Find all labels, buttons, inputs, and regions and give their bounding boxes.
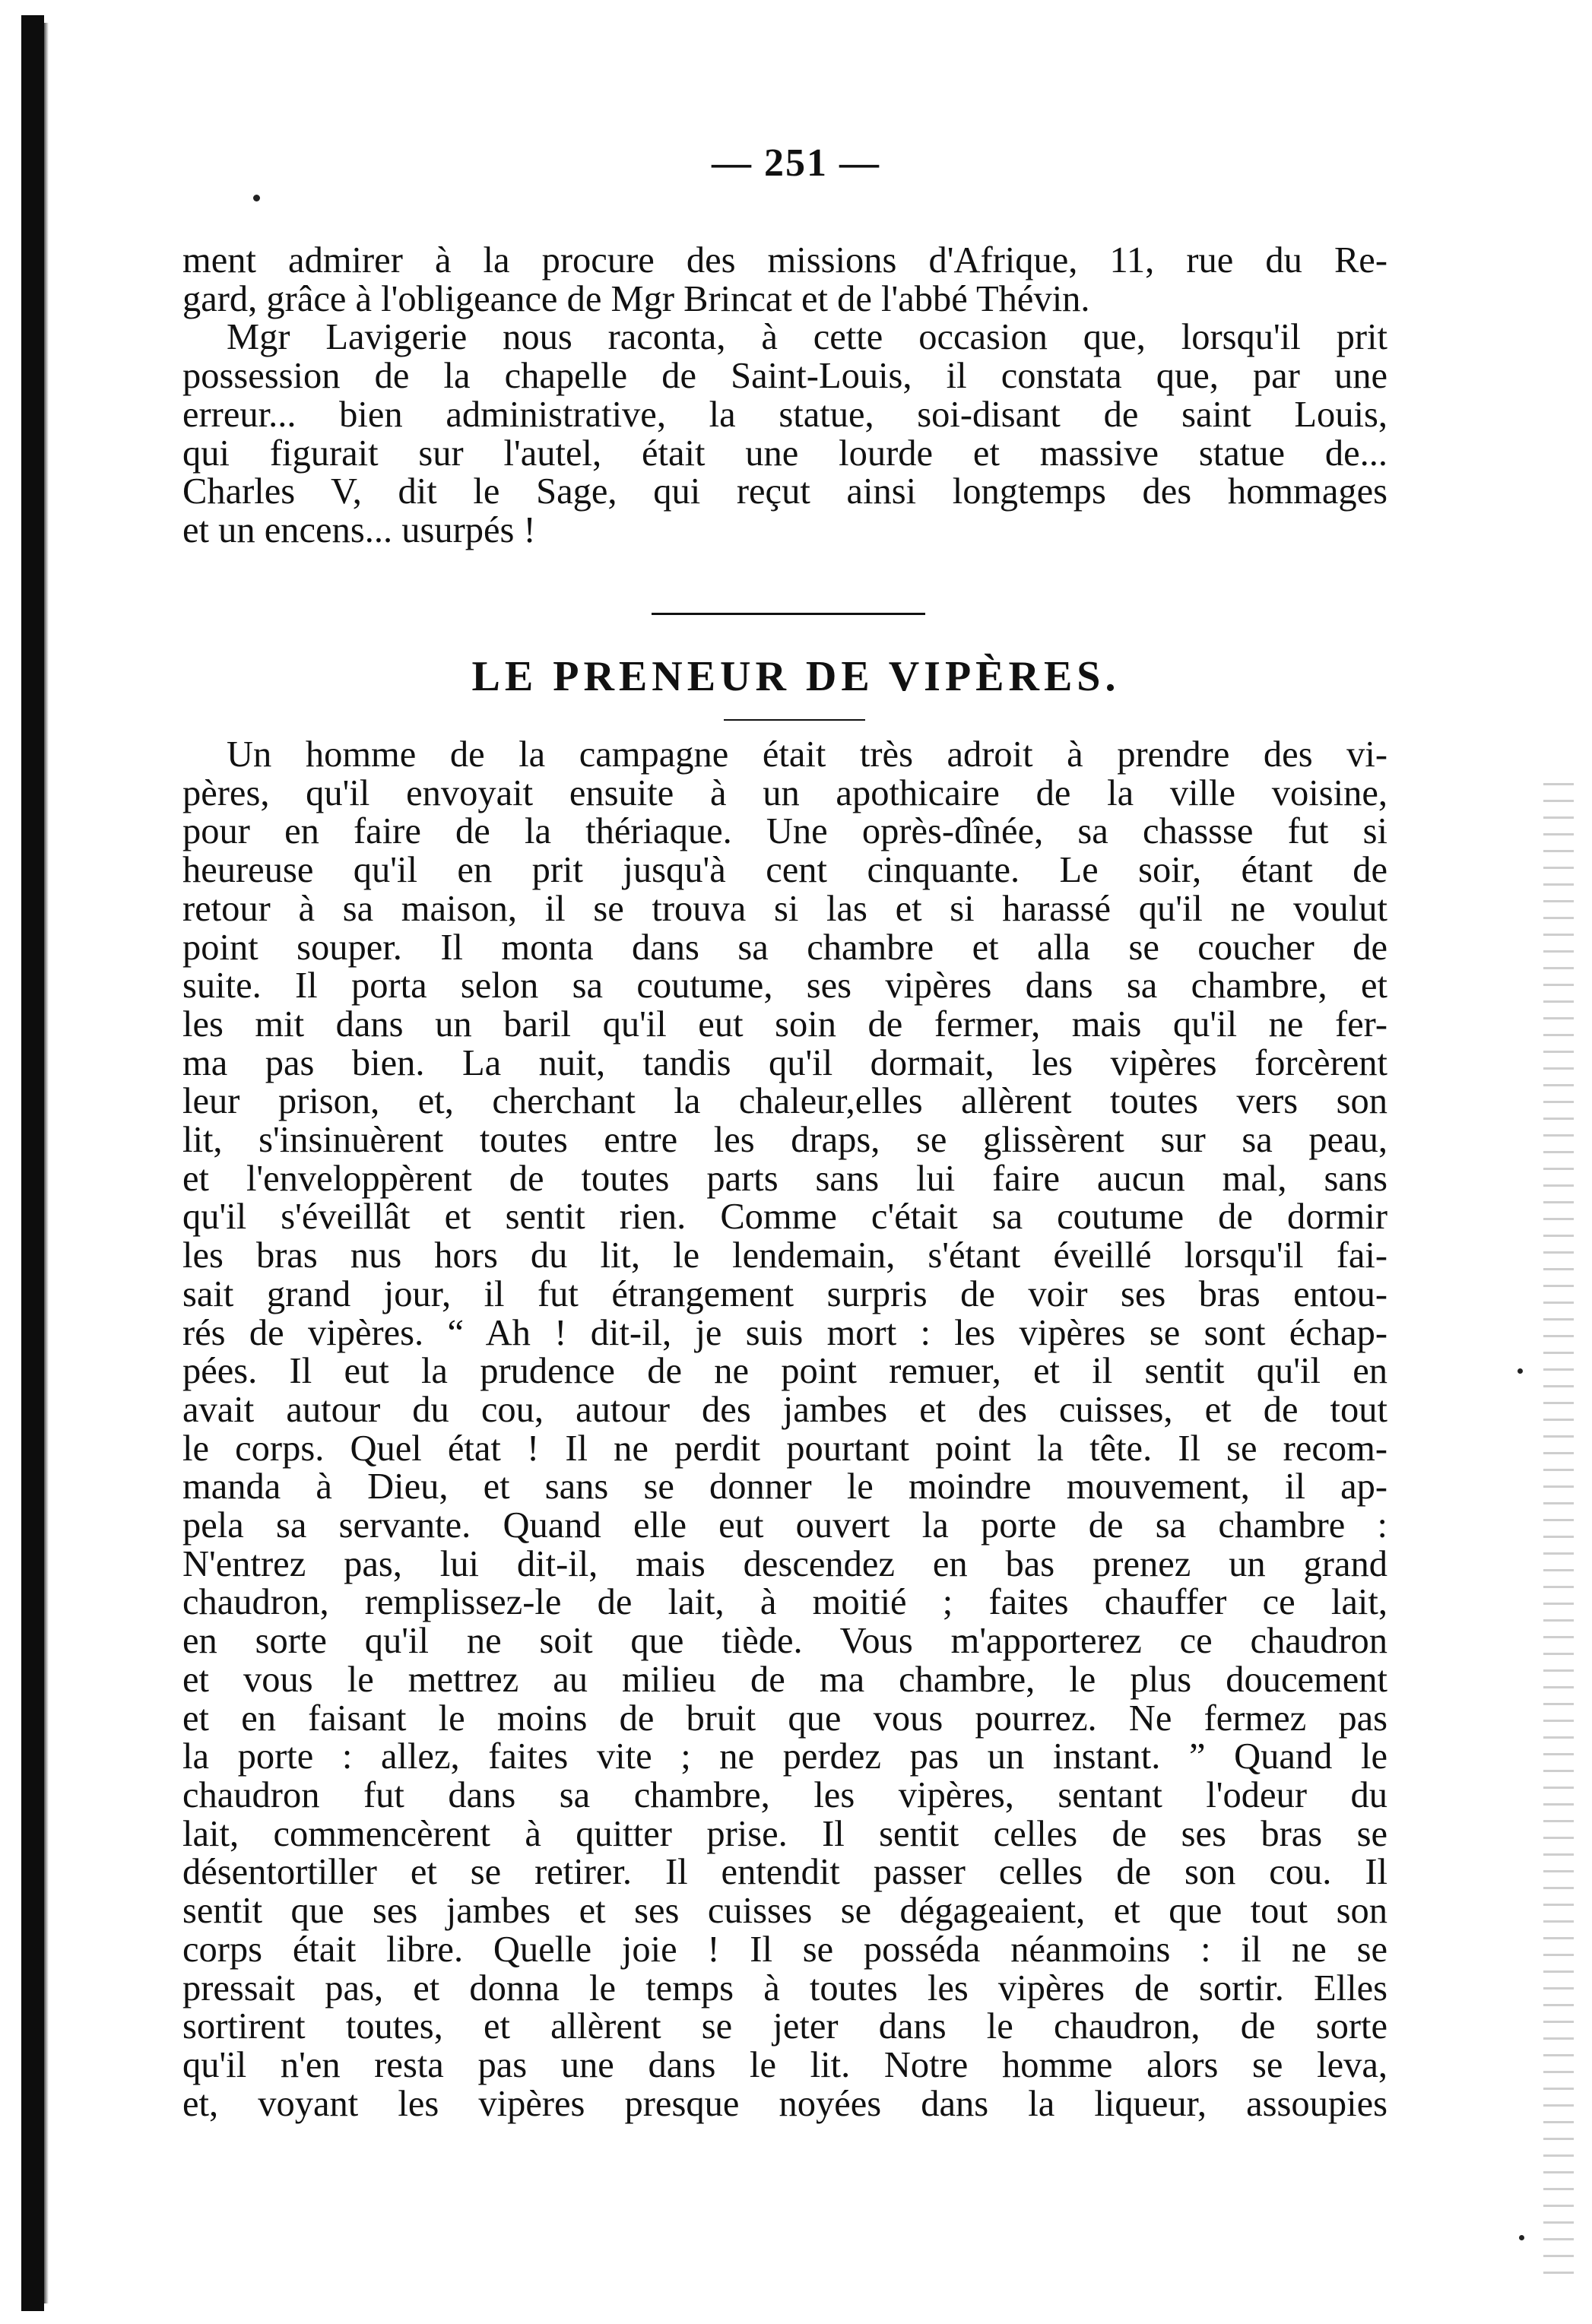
text-line: leur prison, et, cherchant la chaleur,elles allèrent toutes vers son: [182, 1081, 1387, 1122]
text-line: Mgr Lavigerie nous raconta, à cette occasion que, lorsqu'il prit: [227, 317, 1387, 358]
text-line: ment admirer à la procure des missions d'Afrique, 11, rue du Re-: [182, 240, 1387, 281]
text-line: en sorte qu'il ne soit que tiède. Vous m'apporterez ce chaudron: [182, 1621, 1387, 1662]
page-number: — 251 —: [712, 141, 880, 185]
text-line: pela sa servante. Quand elle eut ouvert la porte de sa chambre :: [182, 1505, 1387, 1546]
text-line: les bras nus hors du lit, le lendemain, s'étant éveillé lorsqu'il fai-: [182, 1235, 1387, 1276]
text-line: point souper. Il monta dans sa chambre et alla se coucher de: [182, 927, 1387, 968]
text-line: la porte : allez, faites vite ; ne perdez pas un instant. ” Quand le: [182, 1736, 1387, 1777]
text-line: Un homme de la campagne était très adroit à prendre des vi-: [227, 734, 1387, 775]
text-line: et un encens... usurpés !: [182, 509, 536, 550]
section-divider-rule: [652, 613, 925, 615]
ink-speck: [1517, 1368, 1523, 1374]
text-line: retour à sa maison, il se trouva si las et si harassé qu'il ne voulut: [182, 888, 1387, 929]
text-line: lit, s'insinuèrent toutes entre les draps, se glissèrent sur sa peau,: [182, 1120, 1387, 1161]
text-line: sentit que ses jambes et ses cuisses se dégageaient, et que tout son: [182, 1891, 1387, 1932]
text-line: le corps. Quel état ! Il ne perdit pourtant point la tête. Il se recom-: [182, 1428, 1387, 1469]
text-line: pressait pas, et donna le temps à toutes les vipères de sortir. Elles: [182, 1967, 1387, 2009]
text-line: erreur... bien administrative, la statue, soi-disant de saint Louis,: [182, 394, 1387, 435]
book-spine-shadow: [21, 15, 44, 2311]
text-line: les mit dans un baril qu'il eut soin de fermer, mais qu'il ne fer-: [182, 1003, 1387, 1045]
story-text-block: [182, 736, 1387, 2123]
text-line: sortirent toutes, et allèrent se jeter dans le chaudron, de sorte: [182, 2006, 1387, 2047]
title-underline-rule: [724, 719, 865, 721]
text-line: lait, commencèrent à quitter prise. Il sentit celles de ses bras se: [182, 1813, 1387, 1854]
text-line: pées. Il eut la prudence de ne point remuer, et il sentit qu'il en: [182, 1351, 1387, 1392]
text-line: chaudron, remplissez-le de lait, à moitié ; faites chauffer ce lait,: [182, 1582, 1387, 1623]
text-line: Charles V, dit le Sage, qui reçut ainsi longtemps des hommages: [182, 471, 1387, 512]
text-line: et vous le mettrez au milieu de ma chambre, le plus doucement: [182, 1659, 1387, 1700]
spine-edge-gradient: [44, 23, 49, 2303]
text-line: et, voyant les vipères presque noyées dans la liqueur, assoupies: [182, 2083, 1387, 2124]
text-line: heureuse qu'il en prit jusqu'à cent cinquante. Le soir, étant de: [182, 850, 1387, 891]
text-line: suite. Il porta selon sa coutume, ses vipères dans sa chambre, et: [182, 965, 1387, 1007]
text-line: chaudron fut dans sa chambre, les vipères, sentant l'odeur du: [182, 1774, 1387, 1815]
ink-speck: [1519, 2235, 1524, 2240]
text-line: ma pas bien. La nuit, tandis qu'il dormait, les vipères forcèrent: [182, 1042, 1387, 1083]
text-line: avait autour du cou, autour des jambes et des cuisses, et de tout: [182, 1389, 1387, 1430]
intro-text-block: [182, 242, 1387, 550]
text-line: pères, qu'il envoyait ensuite à un apothicaire de la ville voisine,: [182, 772, 1387, 813]
text-line: désentortiller et se retirer. Il entendit passer celles de son cou. Il: [182, 1852, 1387, 1893]
section-title: LE PRENEUR DE VIPÈRES.: [471, 653, 1121, 700]
text-line: qu'il n'en resta pas une dans le lit. Notre homme alors se leva,: [182, 2044, 1387, 2085]
text-line: et l'enveloppèrent de toutes parts sans lui faire aucun mal, sans: [182, 1158, 1387, 1199]
text-line: gard, grâce à l'obligeance de Mgr Brincat et de l'abbé Thévin.: [182, 278, 1090, 319]
text-line: qui figurait sur l'autel, était une lourde et massive statue de...: [182, 433, 1387, 474]
text-line: rés de vipères. “ Ah ! dit-il, je suis mort : les vipères se sont échap-: [182, 1312, 1387, 1353]
text-line: et en faisant le moins de bruit que vous pourrez. Ne fermez pas: [182, 1698, 1387, 1739]
ink-speck: [253, 195, 260, 201]
text-line: manda à Dieu, et sans se donner le moindre mouvement, il ap-: [182, 1466, 1387, 1508]
text-line: possession de la chapelle de Saint-Louis, il constata que, par une: [182, 356, 1387, 397]
scan-noise-margin: [1543, 783, 1574, 2288]
text-line: pour en faire de la thériaque. Une oprès-dînée, sa chassse fut si: [182, 811, 1387, 852]
text-line: corps était libre. Quelle joie ! Il se posséda néanmoins : il ne se: [182, 1929, 1387, 1970]
text-line: sait grand jour, il fut étrangement surpris de voir ses bras entou-: [182, 1273, 1387, 1314]
text-line: qu'il s'éveillât et sentit rien. Comme c'était sa coutume de dormir: [182, 1197, 1387, 1238]
text-line: N'entrez pas, lui dit-il, mais descendez en bas prenez un grand: [182, 1543, 1387, 1584]
